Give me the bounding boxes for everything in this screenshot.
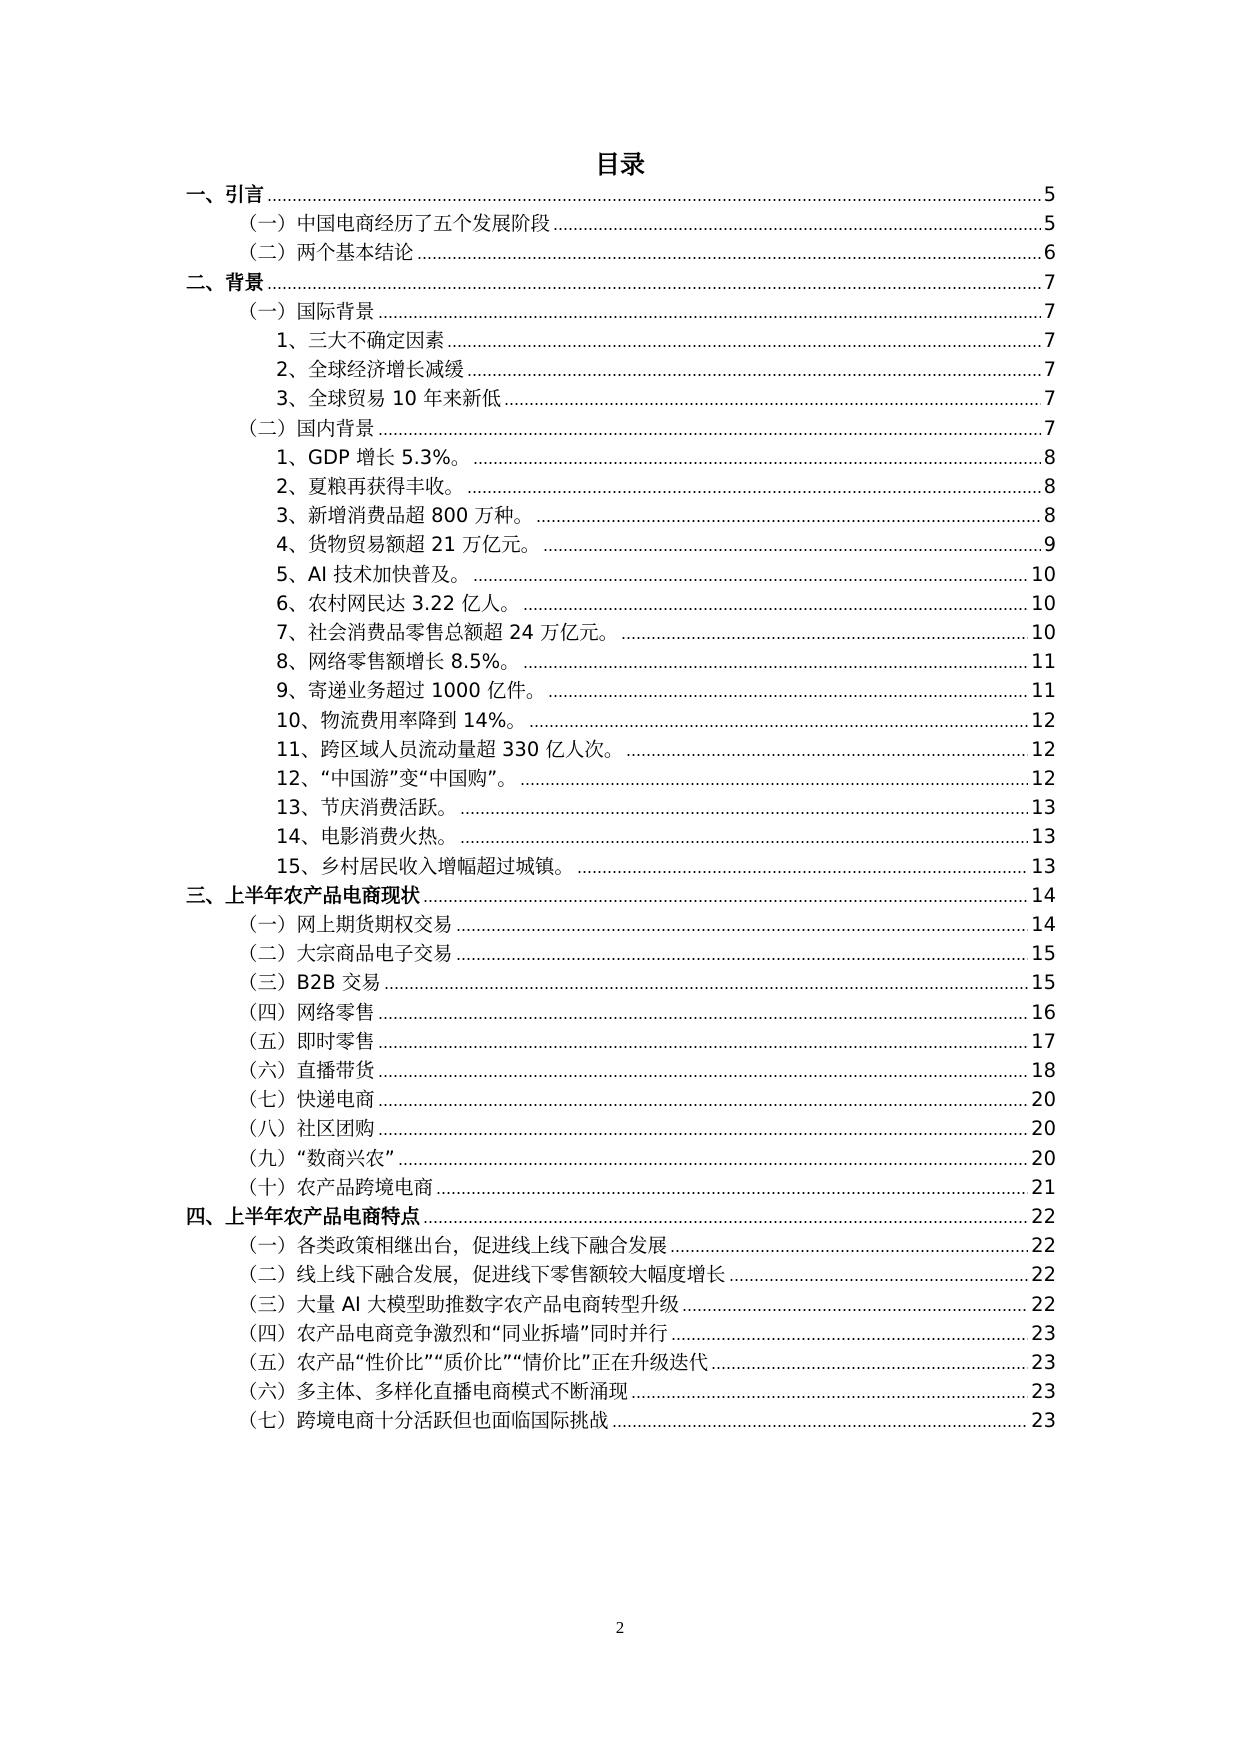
- toc-entry-label: 15、乡村居民收入增幅超过城镇。: [276, 854, 574, 878]
- toc-entry-label: （三）大量 AI 大模型助推数字农产品电商转型升级: [238, 1292, 679, 1316]
- toc-entry-label: （一）中国电商经历了五个发展阶段: [238, 212, 551, 236]
- dot-leader: [378, 1103, 1029, 1107]
- toc-entry-label: 1、三大不确定因素: [276, 329, 445, 352]
- dot-leader: [520, 782, 1028, 786]
- toc-entry-label: （二）线上线下融合发展，促进线下零售额较大幅度增长: [238, 1263, 726, 1287]
- toc-entry-level-2[interactable]: [238, 1289, 1056, 1321]
- toc-entry-page-number: 20: [1031, 1146, 1056, 1170]
- toc-entry-label: 1、GDP 增长 5.3%。: [276, 445, 471, 469]
- dot-leader: [548, 694, 1028, 698]
- dot-leader: [670, 1249, 1028, 1253]
- toc-entry-level-2[interactable]: [238, 1055, 1056, 1087]
- dot-leader: [267, 286, 1041, 290]
- toc-entry-page-number: 23: [1031, 1409, 1056, 1433]
- toc-entry-level-2[interactable]: [238, 1084, 1056, 1116]
- dot-leader: [436, 1191, 1028, 1195]
- toc-entry-label: 7、社会消费品零售总额超 24 万亿元。: [276, 621, 619, 644]
- toc-entry-page-number: 18: [1031, 1059, 1056, 1082]
- dot-leader: [378, 1074, 1029, 1078]
- toc-entry-level-3[interactable]: [276, 792, 1056, 824]
- dot-leader: [378, 315, 1041, 319]
- toc-entry-label: 12、“中国游”变“中国购”。: [276, 767, 517, 790]
- toc-entry-level-2[interactable]: [238, 1259, 1056, 1291]
- toc-entry-level-2[interactable]: [238, 1405, 1056, 1437]
- toc-entry-page-number: 20: [1031, 1088, 1056, 1112]
- toc-entry-level-3[interactable]: [276, 529, 1056, 561]
- toc-entry-page-number: 12: [1031, 708, 1056, 732]
- toc-entry-page-number: 15: [1031, 942, 1056, 966]
- toc-entry-page-number: 15: [1031, 971, 1056, 995]
- dot-leader: [378, 1132, 1029, 1136]
- toc-entry-label: 一、引言: [186, 183, 265, 206]
- dot-leader: [671, 1337, 1028, 1341]
- toc-entry-page-number: 8: [1043, 475, 1056, 498]
- toc-entry-level-2[interactable]: [238, 1113, 1056, 1145]
- toc-entry-page-number: 11: [1031, 679, 1056, 703]
- dot-leader: [523, 665, 1029, 669]
- toc-entry-page-number: 5: [1043, 212, 1056, 236]
- toc-entry-level-2[interactable]: [238, 413, 1056, 445]
- toc-entry-level-3[interactable]: [276, 325, 1056, 357]
- toc-entry-page-number: 10: [1031, 562, 1056, 586]
- toc-entry-label: （五）即时零售: [238, 1029, 375, 1053]
- toc-entry-label: （二）两个基本结论: [238, 241, 414, 265]
- dot-leader: [467, 490, 1041, 494]
- toc-entry-page-number: 20: [1031, 1117, 1056, 1141]
- toc-entry-label: 4、货物贸易额超 21 万亿元。: [276, 533, 541, 557]
- dot-leader: [423, 1220, 1028, 1224]
- dot-leader: [473, 578, 1028, 582]
- toc-entry-label: （十）农产品跨境电商: [238, 1175, 434, 1199]
- toc-entry-page-number: 7: [1043, 299, 1056, 323]
- toc-entry-level-2[interactable]: [238, 296, 1056, 328]
- dot-leader: [267, 198, 1041, 202]
- toc-entry-label: 2、夏粮再获得丰收。: [276, 475, 464, 498]
- toc-entry-page-number: 7: [1043, 416, 1056, 440]
- toc-entry-label: 5、AI 技术加快普及。: [276, 562, 470, 586]
- toc-entry-level-3[interactable]: [276, 763, 1056, 795]
- toc-entry-page-number: 21: [1031, 1175, 1056, 1199]
- toc-entry-page-number: 9: [1043, 533, 1056, 557]
- dot-leader: [536, 519, 1041, 523]
- toc-entry-level-3[interactable]: [276, 734, 1056, 766]
- toc-entry-level-3[interactable]: [276, 821, 1056, 853]
- toc-entry-page-number: 10: [1031, 591, 1056, 615]
- toc-title: 目录: [594, 150, 645, 179]
- toc-entry-label: （一）各类政策相继出台，促进线上线下融合发展: [238, 1234, 668, 1258]
- toc-entry-level-2[interactable]: [238, 1347, 1056, 1379]
- toc-entry-label: 11、跨区域人员流动量超 330 亿人次。: [276, 737, 624, 761]
- toc-entry-page-number: 7: [1043, 358, 1056, 382]
- toc-entry-level-2[interactable]: [238, 997, 1056, 1029]
- dot-leader: [378, 432, 1041, 436]
- dot-leader: [456, 957, 1029, 961]
- dot-leader: [682, 1308, 1028, 1312]
- dot-leader: [577, 870, 1028, 874]
- toc-entry-label: （七）快递电商: [238, 1088, 375, 1112]
- toc-entry-label: （九）“数商兴农”: [238, 1146, 395, 1170]
- toc-entry-label: 二、背景: [186, 270, 265, 294]
- toc-entry-label: （四）网络零售: [238, 1000, 375, 1024]
- toc-entry-level-3[interactable]: [276, 705, 1056, 737]
- dot-leader: [612, 1424, 1029, 1428]
- toc-entry-label: 13、节庆消费活跃。: [276, 796, 457, 820]
- toc-entry-label: （六）直播带货: [238, 1059, 375, 1082]
- toc-entry-level-2[interactable]: [238, 1230, 1056, 1262]
- toc-entry-label: （二）大宗商品电子交易: [238, 942, 453, 966]
- toc-entry-label: （三）B2B 交易: [238, 971, 381, 995]
- toc-entry-level-2[interactable]: [238, 1143, 1056, 1175]
- toc-entry-label: （二）国内背景: [238, 416, 375, 440]
- toc-entry-level-3[interactable]: [276, 354, 1056, 386]
- toc-entry-page-number: 17: [1031, 1029, 1056, 1053]
- toc-entry-label: 14、电影消费火热。: [276, 825, 457, 849]
- toc-entry-level-2[interactable]: [238, 909, 1056, 941]
- dot-leader: [529, 724, 1028, 728]
- toc-entry-page-number: 23: [1031, 1380, 1056, 1404]
- dot-leader: [626, 753, 1028, 757]
- toc-entry-level-1[interactable]: [186, 179, 1056, 211]
- toc-entry-level-3[interactable]: [276, 588, 1056, 620]
- toc-entry-label: 3、全球贸易 10 年来新低: [276, 387, 502, 411]
- toc-entry-page-number: 6: [1043, 241, 1056, 265]
- toc-entry-page-number: 12: [1031, 737, 1056, 761]
- toc-entry-label: 6、农村网民达 3.22 亿人。: [276, 591, 520, 615]
- dot-leader: [553, 227, 1041, 231]
- toc-entry-page-number: 13: [1031, 796, 1056, 820]
- dot-leader: [447, 344, 1040, 348]
- toc-entry-label: （四）农产品电商竞争激烈和“同业拆墙”同时并行: [238, 1321, 668, 1345]
- toc-entry-level-2[interactable]: [238, 1026, 1056, 1058]
- toc-entry-level-2[interactable]: [238, 1318, 1056, 1350]
- dot-leader: [729, 1278, 1029, 1282]
- toc-entry-page-number: 22: [1031, 1234, 1056, 1258]
- dot-leader: [711, 1366, 1028, 1370]
- toc-entry-page-number: 7: [1043, 329, 1056, 352]
- dot-leader: [467, 373, 1041, 377]
- toc-entry-label: 10、物流费用率降到 14%。: [276, 708, 526, 732]
- toc-entry-label: （一）国际背景: [238, 299, 375, 323]
- toc-entry-page-number: 7: [1043, 387, 1056, 411]
- dot-leader: [378, 1016, 1029, 1020]
- toc-entry-level-3[interactable]: [276, 851, 1056, 883]
- toc-entry-page-number: 13: [1031, 825, 1056, 849]
- toc-entry-page-number: 22: [1031, 1263, 1056, 1287]
- dot-leader: [398, 1162, 1028, 1166]
- toc-entry-label: 8、网络零售额增长 8.5%。: [276, 650, 520, 674]
- toc-entry-level-3[interactable]: [276, 617, 1056, 649]
- dot-leader: [523, 607, 1028, 611]
- toc-entry-label: 2、全球经济增长减缓: [276, 358, 464, 382]
- toc-entry-level-2[interactable]: [238, 967, 1056, 999]
- dot-leader: [417, 256, 1041, 260]
- toc-entry-page-number: 11: [1031, 650, 1056, 674]
- toc-entry-level-1[interactable]: [186, 1201, 1056, 1233]
- dot-leader: [473, 461, 1040, 465]
- toc-entry-level-3[interactable]: [276, 500, 1056, 532]
- dot-leader: [456, 928, 1029, 932]
- toc-entry-page-number: 13: [1031, 854, 1056, 878]
- toc-entry-level-3[interactable]: [276, 383, 1056, 415]
- page-number: 2: [615, 1618, 625, 1637]
- toc-entry-page-number: 5: [1043, 183, 1056, 206]
- toc-entry-label: （八）社区团购: [238, 1117, 375, 1141]
- toc-entry-page-number: 22: [1031, 1292, 1056, 1316]
- toc-entry-page-number: 14: [1031, 913, 1056, 936]
- toc-entry-level-2[interactable]: [238, 1172, 1056, 1204]
- toc-entry-level-3[interactable]: [276, 675, 1056, 707]
- toc-entry-level-3[interactable]: [276, 646, 1056, 678]
- toc-entry-label: 三、上半年农产品电商现状: [186, 883, 421, 907]
- toc-entry-label: （六）多主体、多样化直播电商模式不断涌现: [238, 1380, 629, 1404]
- toc-entry-page-number: 22: [1031, 1205, 1056, 1228]
- dot-leader: [460, 811, 1028, 815]
- toc-entry-level-2[interactable]: [238, 938, 1056, 970]
- toc-entry-level-2[interactable]: [238, 1376, 1056, 1408]
- toc-entry-label: （七）跨境电商十分活跃但也面临国际挑战: [238, 1409, 609, 1433]
- toc-entry-page-number: 16: [1031, 1000, 1056, 1024]
- toc-entry-label: （一）网上期货期权交易: [238, 913, 453, 936]
- dot-leader: [378, 1045, 1029, 1049]
- toc-entry-level-2[interactable]: [238, 208, 1056, 240]
- dot-leader: [543, 548, 1040, 552]
- dot-leader: [504, 402, 1040, 406]
- dot-leader: [384, 986, 1028, 990]
- toc-entry-level-1[interactable]: [186, 267, 1056, 299]
- toc-entry-page-number: 12: [1031, 767, 1056, 790]
- toc-entry-page-number: 23: [1031, 1351, 1056, 1374]
- toc-entry-label: 四、上半年农产品电商特点: [186, 1205, 421, 1228]
- toc-entry-page-number: 23: [1031, 1321, 1056, 1345]
- dot-leader: [423, 899, 1028, 903]
- toc-entry-level-3[interactable]: [276, 442, 1056, 474]
- dot-leader: [460, 840, 1028, 844]
- toc-entry-label: （五）农产品“性价比”“质价比”“情价比”正在升级迭代: [238, 1351, 709, 1374]
- dot-leader: [621, 636, 1028, 640]
- toc-entry-label: 9、寄递业务超过 1000 亿件。: [276, 679, 546, 703]
- toc-entry-page-number: 14: [1031, 883, 1056, 907]
- toc-entry-page-number: 10: [1031, 621, 1056, 644]
- toc-entry-page-number: 7: [1043, 270, 1056, 294]
- toc-entry-level-3[interactable]: [276, 471, 1056, 503]
- toc-entry-page-number: 8: [1043, 445, 1056, 469]
- toc-entry-page-number: 8: [1043, 504, 1056, 528]
- toc-entry-label: 3、新增消费品超 800 万种。: [276, 504, 534, 528]
- toc-entry-level-3[interactable]: [276, 559, 1056, 591]
- dot-leader: [631, 1395, 1028, 1399]
- toc-entry-level-2[interactable]: [238, 237, 1056, 269]
- toc-entry-level-1[interactable]: [186, 880, 1056, 912]
